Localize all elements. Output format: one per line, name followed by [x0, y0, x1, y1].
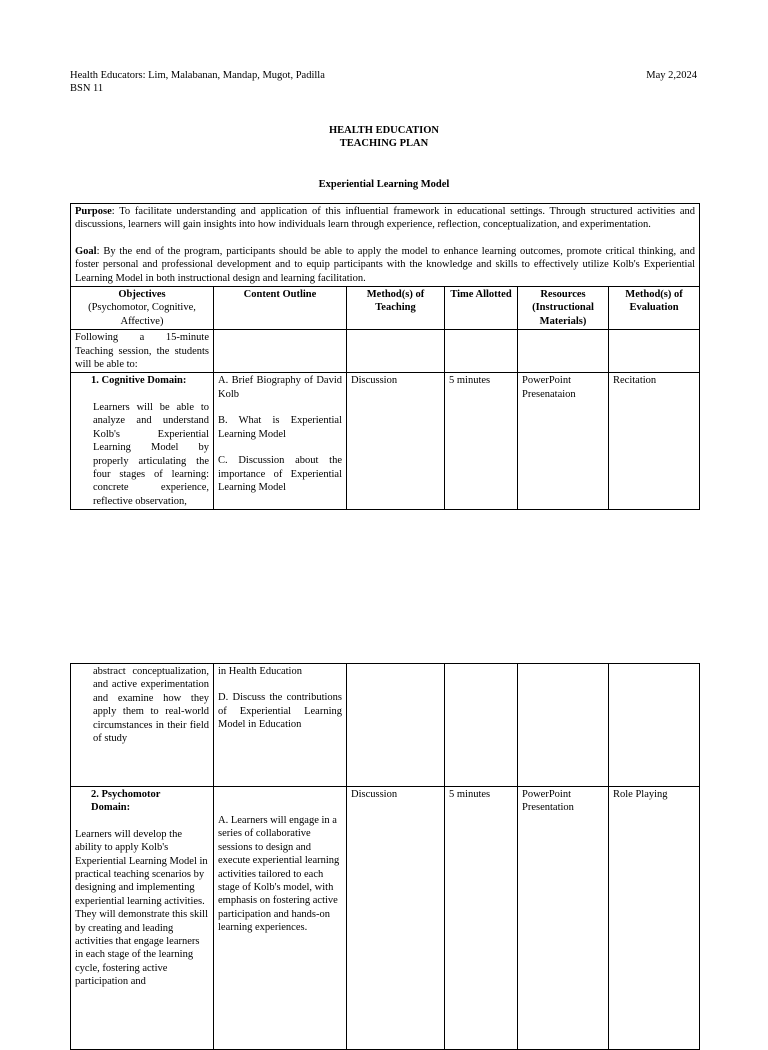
goal-text: : By the end of the program, participants should be able to apply the model to enhance learning outcomes, promote critical thinking, and foster personal and professional development and to equip participants with the knowledge and skills to effectively utilize Kolb's Experiential Learning Model in both instructional design and learning facilitation. — [75, 245, 696, 284]
header-evaluation: Method(s) of Evaluation — [609, 287, 700, 330]
cognitive-evaluation: Recitation — [609, 373, 700, 510]
cognitive-method: Discussion — [347, 373, 445, 510]
cognitive-outline-c: C. Discussion about the importance of Experiential Learning Model — [218, 455, 342, 493]
cognitive-domain-text: Learners will be able to analyze and understand Kolb's Experiential Learning Model by properly articulating the four stages of learning: concrete experience, reflective observation, — [93, 401, 209, 507]
header-time-allotted: Time Allotted — [445, 287, 518, 330]
header-resources: Resources (Instructional Materials) — [518, 287, 609, 330]
teaching-plan-table-page2 — [70, 663, 700, 1050]
cognitive-row — [71, 373, 700, 510]
psychomotor-row — [71, 787, 700, 1050]
table-header-row — [71, 287, 700, 330]
date-label: May 2,2024 — [646, 70, 697, 81]
cognitive-outline-d: D. Discuss the contributions of Experiential Learning Model in Education — [218, 692, 342, 731]
cognitive-domain-title: 1. Cognitive Domain: — [91, 375, 187, 387]
purpose-goal-row — [71, 204, 700, 287]
psychomotor-domain-title: 2. Psychomotor Domain: — [91, 789, 161, 814]
psychomotor-time: 5 minutes — [445, 787, 518, 1050]
psychomotor-evaluation: Role Playing — [609, 787, 700, 1050]
psychomotor-outline-a: A. Learners will engage in a series of collaborative sessions to design and execute experiential learning activities tailored to each stage of Kolb's model, with emphasis on fostering active participation and hands-on learning experiences. — [218, 815, 340, 934]
psychomotor-resources: PowerPoint Presentation — [518, 787, 609, 1050]
purpose-text: : To facilitate understanding and application of this influential framework in educational settings. Through structured activities and discussions, learners will gain insights into how individuals learn through experience, reflection, conceptualization, and experimentation. — [75, 206, 696, 231]
doc-title-line2: TEACHING PLAN — [339, 138, 429, 149]
doc-subtitle: Experiential Learning Model — [318, 179, 450, 190]
goal-label: Goal — [75, 245, 97, 257]
psychomotor-method: Discussion — [347, 787, 445, 1050]
section-label: BSN 11 — [70, 83, 104, 94]
header-methods-teaching: Method(s) of Teaching — [347, 287, 445, 330]
purpose-paragraph — [75, 205, 695, 232]
cognitive-domain-text-cont: abstract conceptualization, and active experimentation and examine how they apply them to real-world circumstances in their field of study — [93, 666, 209, 745]
teaching-plan-table-page1 — [70, 203, 700, 510]
doc-title-line1: HEALTH EDUCATION — [329, 125, 439, 136]
cognitive-continued-row — [71, 664, 700, 787]
header-objectives: Objectives (Psychomotor, Cognitive, Affective) — [71, 287, 214, 330]
header-content-outline: Content Outline — [214, 287, 347, 330]
cognitive-outline-a: A. Brief Biography of David Kolb — [218, 375, 342, 400]
intro-row — [71, 330, 700, 373]
goal-paragraph — [75, 245, 695, 285]
intro-text: Following a 15-minute Teaching session, the students will be able to: — [71, 330, 214, 373]
cognitive-resources: PowerPoint Presenataion — [518, 373, 609, 510]
cognitive-time: 5 minutes — [445, 373, 518, 510]
cognitive-outline-b: B. What is Experiential Learning Model — [218, 415, 342, 440]
health-educators: Health Educators: Lim, Malabanan, Mandap, Mugot, Padilla — [70, 70, 325, 81]
psychomotor-domain-text: Learners will develop the ability to apply Kolb's Experiential Learning Model in practical teaching scenarios by designing and implementing experiential learning activities. They will demonstrate this skill by creating and leading activities that engage learners in each stage of the learning cycle, fostering active participation and — [75, 828, 208, 988]
purpose-label: Purpose — [75, 206, 112, 217]
cognitive-outline-c-cont: in Health Education — [218, 666, 302, 677]
